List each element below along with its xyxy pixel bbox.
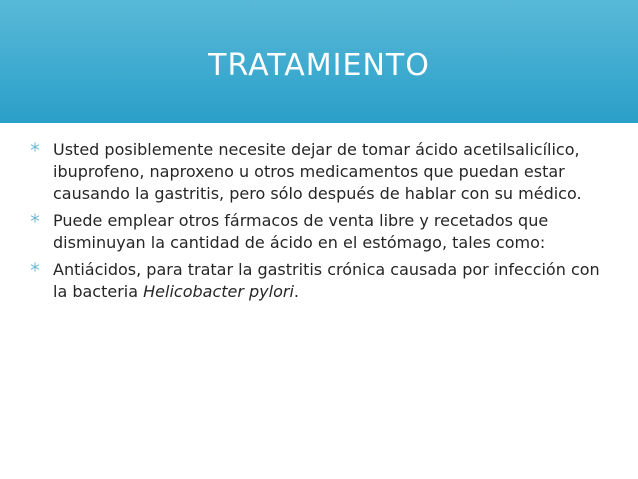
- bullet-text: Usted posiblemente necesite dejar de tomar ácido acetilsalicílico, ibuprofeno, naproxeno u otros medicamentos que puedan estar causando la gastritis, pero sólo después de hablar con su médico.: [53, 140, 582, 203]
- asterisk-icon: [30, 142, 40, 152]
- asterisk-icon: [30, 262, 40, 272]
- asterisk-icon: [30, 213, 40, 223]
- bullet-list: [30, 139, 615, 308]
- bullet-item: [30, 139, 615, 205]
- bullet-text-after: .: [293, 282, 299, 301]
- bullet-item: [30, 210, 615, 254]
- bacteria-name: Helicobacter pylori: [143, 282, 294, 301]
- bullet-text: Puede emplear otros fármacos de venta libre y recetados que disminuyan la cantidad de ácido en el estómago, tales como:: [53, 211, 549, 252]
- bullet-text-before: Antiácidos, para tratar la gastritis crónica causada por infección con la bacteria: [53, 260, 600, 301]
- slide-title: TRATAMIENTO: [208, 48, 430, 83]
- bullet-text: [53, 260, 600, 301]
- bullet-item: [30, 259, 615, 303]
